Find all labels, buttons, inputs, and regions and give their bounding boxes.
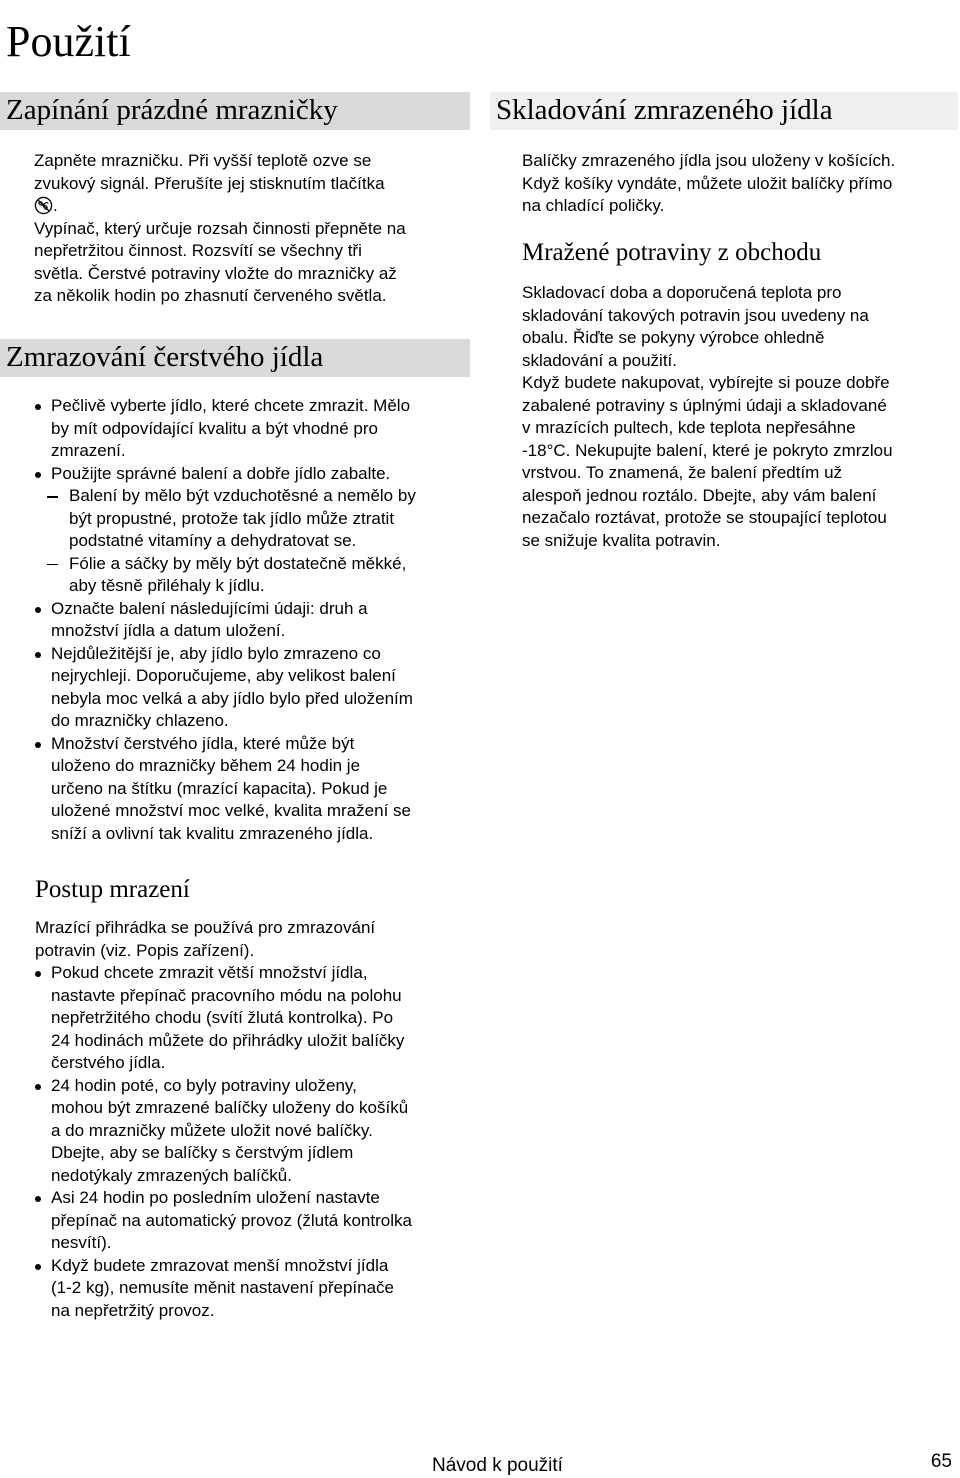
text-line: nezačalo roztávat, protože se stoupající teplotou [522, 508, 887, 527]
list-item [35, 733, 475, 846]
text-line: za několik hodin po zhasnutí červeného světla. [34, 286, 387, 305]
list-item [35, 395, 475, 463]
text-line: být propustné, protože tak jídlo může ztratit [69, 508, 395, 528]
text-line: by mít odpovídající kvalitu a být vhodné pro [51, 418, 378, 438]
list-item [35, 463, 475, 486]
freezing-fresh-list [35, 395, 475, 845]
page-number: 65 [930, 1451, 952, 1472]
page-title: Použití [6, 17, 131, 66]
text-line: Fólie a sáčky by měly být dostatečně měkké, [69, 553, 407, 573]
text-line: skladování a použití. [522, 350, 677, 370]
list-item [35, 598, 475, 643]
text-line: Označte balení následujícími údaji: druh a [51, 598, 368, 618]
text-line: Zapněte mrazničku. Při vyšší teplotě ozve se [34, 151, 372, 170]
text-line: zabalené potraviny s úplnými údaji a skladované [522, 395, 887, 415]
procedure-text [35, 917, 475, 1322]
empty-freezer-text [34, 150, 474, 308]
fan-off-icon [34, 196, 53, 215]
text-fragment: . [53, 196, 58, 215]
text-line: Asi 24 hodin po posledním uložení nastavte [51, 1188, 380, 1207]
text-line: 24 hodin poté, co byly potraviny uloženy, [51, 1075, 357, 1095]
section-heading-store-bought: Mražené potraviny z obchodu [522, 239, 822, 266]
text-line: Dbejte, aby se balíčky s čerstvým jídlem [51, 1143, 354, 1162]
text-line: skladování takových potravin jsou uvedeny na [522, 305, 869, 325]
section-heading-freezing-fresh: Zmrazování čerstvého jídla [0, 339, 470, 377]
footer-label: Návod k použití [432, 1455, 563, 1476]
text-line: nebyla moc velká a aby jídlo bylo před uložením [51, 688, 413, 708]
text-line: aby těsně přiléhaly k jídlu. [69, 576, 265, 595]
list-item [35, 1187, 475, 1255]
sub-list-item [35, 553, 475, 598]
text-line: Vypínač, který určuje rozsah činnosti přepněte na [34, 218, 406, 238]
list-item [35, 1255, 475, 1323]
text-line: nejrychleji. Doporučujeme, aby velikost balení [51, 666, 396, 685]
text-line: podstatné vitamíny a dehydratovat se. [69, 531, 357, 550]
text-line [34, 195, 474, 218]
text-line: Když košíky vyndáte, můžete uložit balíčky přímo [522, 173, 893, 193]
section-heading-procedure: Postup mrazení [35, 876, 190, 903]
text-line: se snižuje kvalita potravin. [522, 530, 721, 550]
text-line: alespoň jednou roztálo. Dbejte, aby vám balení [522, 485, 877, 505]
text-line: nepřetržitou činnost. Rozsvítí se všechny tři [34, 241, 362, 260]
text-line: světla. Čerstvé potraviny vložte do mrazničky až [34, 263, 397, 283]
text-line: na chladící poličky. [522, 196, 665, 215]
text-line: Balení by mělo být vzduchotěsné a nemělo by [69, 486, 416, 505]
text-line: nastavte přepínač pracovního módu na polohu [51, 985, 402, 1005]
text-line: potravin (viz. Popis zařízení). [35, 940, 255, 960]
text-line: 24 hodinách můžete do přihrádky uložit balíčky [51, 1030, 405, 1050]
section-heading-empty-freezer: Zapínání prázdné mrazničky [0, 92, 470, 130]
storage-text [522, 150, 958, 218]
text-line: a do mrazničky můžete uložit nové balíčky. [51, 1120, 373, 1140]
text-line: Nejdůležitější je, aby jídlo bylo zmrazeno co [51, 643, 381, 663]
text-line: sníží a ovlivní tak kvalitu zmrazeného jídla. [51, 823, 374, 843]
text-line: nesvítí). [51, 1233, 112, 1252]
text-line: nedotýkaly zmrazených balíčků. [51, 1165, 292, 1185]
text-line: Pokud chcete zmrazit větší množství jídla, [51, 963, 368, 982]
sub-list-item [35, 485, 475, 553]
list-item [35, 1075, 475, 1188]
text-line: Balíčky zmrazeného jídla jsou uloženy v košících. [522, 151, 896, 170]
text-line: Když budete zmrazovat menší množství jídla [51, 1255, 389, 1275]
text-line: Skladovací doba a doporučená teplota pro [522, 283, 842, 302]
text-line: přepínač na automatický provoz (žlutá kontrolka [51, 1210, 412, 1230]
store-bought-text [522, 282, 958, 552]
section-heading-storage: Skladování zmrazeného jídla [490, 92, 958, 130]
text-line: Mrazící přihrádka se používá pro zmrazování [35, 918, 376, 937]
text-line: na nepřetržitý provoz. [51, 1300, 215, 1320]
text-line: určeno na štítku (mrazící kapacita). Pokud je [51, 778, 388, 798]
text-line: obalu. Řiďte se pokyny výrobce ohledně [522, 328, 825, 347]
list-item [35, 962, 475, 1075]
text-line: mohou být zmrazené balíčky uloženy do košíků [51, 1098, 409, 1117]
text-line: -18°C. Nekupujte balení, které je pokryto zmrzlou [522, 440, 893, 460]
text-line: množství jídla a datum uložení. [51, 621, 286, 640]
text-line: vrstvou. To znamená, že balení předtím už [522, 463, 843, 482]
text-line: uložené množství moc velké, kvalita mražení se [51, 801, 411, 820]
text-line: (1-2 kg), nemusíte měnit nastavení přepínače [51, 1278, 395, 1297]
text-line: uloženo do mrazničky během 24 hodin je [51, 756, 361, 775]
text-line: nepřetržitého chodu (svítí žlutá kontrolka). Po [51, 1008, 394, 1027]
text-line: zvukový signál. Přerušíte jej stisknutím tlačítka [34, 173, 385, 193]
text-line: čerstvého jídla. [51, 1053, 166, 1072]
text-line: zmrazení. [51, 441, 126, 460]
text-line: v mrazících pultech, kde teplota nepřesáhne [522, 418, 856, 437]
text-line: Pečlivě vyberte jídlo, které chcete zmrazit. Mělo [51, 396, 411, 415]
text-line: do mrazničky chlazeno. [51, 711, 229, 730]
text-line: Použijte správné balení a dobře jídlo zabalte. [51, 463, 391, 483]
list-item [35, 643, 475, 733]
text-line: Množství čerstvého jídla, které může být [51, 733, 355, 753]
text-line: Když budete nakupovat, vybírejte si pouze dobře [522, 373, 890, 392]
